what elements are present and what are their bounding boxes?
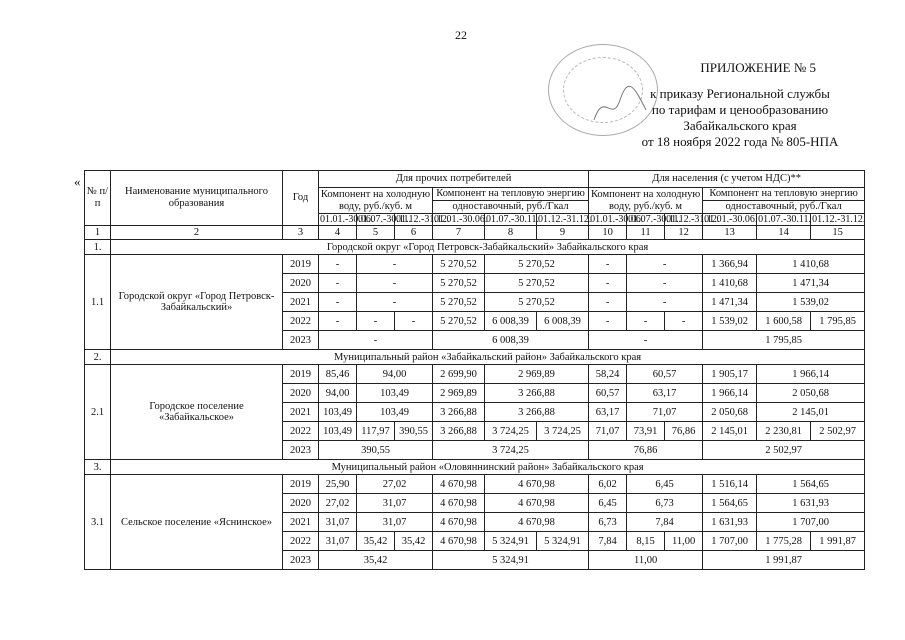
- water-value: -: [319, 255, 357, 274]
- pop-water-value: -: [627, 293, 703, 312]
- heat-value: 5 270,52: [485, 274, 589, 293]
- appendix-header: [610, 60, 870, 150]
- heat-value: 2 969,89: [485, 365, 589, 384]
- column-number: 2: [111, 226, 283, 240]
- header-line: по тарифам и ценообразованию: [651, 102, 829, 117]
- value-cell: -: [319, 312, 357, 331]
- section-number: 1.: [85, 240, 111, 255]
- heat-value: 3 266,88: [485, 403, 589, 422]
- value-cell: 8,15: [627, 532, 665, 551]
- heat-value: 3 266,88: [433, 403, 485, 422]
- value-cell: 5 324,91: [485, 532, 537, 551]
- value-cell: 3 724,25: [485, 422, 537, 441]
- subsection-number: 2.1: [85, 365, 111, 460]
- pop-water-value: -: [627, 255, 703, 274]
- year-cell: 2021: [283, 513, 319, 532]
- pop-water-value: -: [589, 255, 627, 274]
- value-cell: -: [357, 312, 395, 331]
- column-number: 6: [395, 226, 433, 240]
- value-cell: 5 324,91: [537, 532, 589, 551]
- column-number: 8: [485, 226, 537, 240]
- appendix-title: ПРИЛОЖЕНИЕ № 5: [700, 60, 816, 75]
- heat-value: 3 724,25: [433, 441, 589, 460]
- heat-value: 2 699,90: [433, 365, 485, 384]
- heat-value: 5 270,52: [433, 255, 485, 274]
- pop-water-value: 63,17: [627, 384, 703, 403]
- value-cell: 1 539,02: [703, 312, 757, 331]
- pop-heat-value: 1 966,14: [703, 384, 757, 403]
- pop-water-value: 6,45: [627, 475, 703, 494]
- pop-heat-value: 1 539,02: [757, 293, 865, 312]
- value-cell: 35,42: [357, 532, 395, 551]
- water-value: -: [319, 293, 357, 312]
- column-number: 11: [627, 226, 665, 240]
- column-number: 7: [433, 226, 485, 240]
- pop-water-value: 71,07: [627, 403, 703, 422]
- table-row: [85, 365, 865, 384]
- header-heat-component: Компонент на тепловую энергию: [433, 188, 589, 201]
- value-cell: 3 266,88: [433, 422, 485, 441]
- heat-value: 4 670,98: [485, 513, 589, 532]
- water-value: -: [357, 293, 433, 312]
- heat-value: 5 270,52: [433, 274, 485, 293]
- water-value: 390,55: [319, 441, 433, 460]
- water-value: 31,07: [357, 513, 433, 532]
- header-name: Наименование муниципального образования: [111, 171, 283, 226]
- pop-heat-value: 2 145,01: [757, 403, 865, 422]
- value-cell: 71,07: [589, 422, 627, 441]
- water-value: -: [319, 274, 357, 293]
- pop-heat-value: 2 050,68: [703, 403, 757, 422]
- year-cell: 2022: [283, 532, 319, 551]
- pop-heat-value: 1 564,65: [703, 494, 757, 513]
- column-number: 4: [319, 226, 357, 240]
- water-value: 31,07: [357, 494, 433, 513]
- year-cell: 2022: [283, 422, 319, 441]
- value-cell: 1 707,00: [703, 532, 757, 551]
- pop-heat-value: 1 564,65: [757, 475, 865, 494]
- section-number: 3.: [85, 460, 111, 475]
- header-heat-rate: одноставочный, руб./Гкал: [433, 201, 589, 214]
- section-row: [85, 350, 865, 365]
- period-cell: 01.07.-30.11.: [358, 214, 411, 225]
- header-water-component: Компонент на холодную воду, руб./куб. м: [319, 188, 433, 214]
- value-cell: 1 775,28: [757, 532, 811, 551]
- water-value: 31,07: [319, 513, 357, 532]
- period-cell: 01.12.-31.12.: [812, 214, 866, 225]
- value-cell: 2 502,97: [811, 422, 865, 441]
- water-value: 103,49: [357, 384, 433, 403]
- header-other-consumers: Для прочих потребителей: [319, 171, 589, 188]
- value-cell: 1 991,87: [811, 532, 865, 551]
- heat-value: 5 270,52: [433, 293, 485, 312]
- pop-heat-value: 1 471,34: [757, 274, 865, 293]
- water-value: 103,49: [319, 403, 357, 422]
- pop-water-value: 6,45: [589, 494, 627, 513]
- pop-water-value: -: [627, 274, 703, 293]
- pop-water-value: 76,86: [589, 441, 703, 460]
- value-cell: -: [589, 312, 627, 331]
- pop-heat-value: 1 991,87: [703, 551, 865, 570]
- year-cell: 2023: [283, 441, 319, 460]
- pop-heat-value: 1 631,93: [757, 494, 865, 513]
- value-cell: 2 230,81: [757, 422, 811, 441]
- heat-value: 6 008,39: [433, 331, 589, 350]
- tariff-table: [84, 170, 865, 570]
- pop-water-value: -: [589, 274, 627, 293]
- value-cell: -: [395, 312, 433, 331]
- pop-water-value: 60,57: [589, 384, 627, 403]
- water-value: 27,02: [357, 475, 433, 494]
- value-cell: 31,07: [319, 532, 357, 551]
- table-row: [85, 255, 865, 274]
- year-cell: 2020: [283, 274, 319, 293]
- header-heat-component-pop: Компонент на тепловую энергию: [703, 188, 865, 201]
- year-cell: 2021: [283, 403, 319, 422]
- pop-heat-value: 1 410,68: [703, 274, 757, 293]
- value-cell: -: [665, 312, 703, 331]
- pop-water-value: 58,24: [589, 365, 627, 384]
- value-cell: 6 008,39: [537, 312, 589, 331]
- heat-value: 4 670,98: [485, 494, 589, 513]
- header-line: Забайкальского края: [683, 118, 797, 133]
- year-cell: 2021: [283, 293, 319, 312]
- section-row: [85, 460, 865, 475]
- value-cell: 6 008,39: [485, 312, 537, 331]
- municipality-name: Городское поселение «Забайкальское»: [111, 365, 283, 460]
- water-value: 27,02: [319, 494, 357, 513]
- heat-value: 4 670,98: [433, 494, 485, 513]
- value-cell: 103,49: [319, 422, 357, 441]
- pop-heat-value: 1 905,17: [703, 365, 757, 384]
- period-cell: 01.07.-30.11.: [758, 214, 812, 225]
- water-value: 94,00: [319, 384, 357, 403]
- heat-value: 4 670,98: [433, 513, 485, 532]
- year-cell: 2020: [283, 384, 319, 403]
- pop-water-value: 6,02: [589, 475, 627, 494]
- pop-heat-value: 1 516,14: [703, 475, 757, 494]
- value-cell: 11,00: [665, 532, 703, 551]
- year-cell: 2023: [283, 551, 319, 570]
- pop-heat-value: 2 050,68: [757, 384, 865, 403]
- pop-heat-value: 1 966,14: [757, 365, 865, 384]
- section-title: Муниципальный район «Оловяннинский район» Забайкальского края: [111, 460, 865, 475]
- section-title: Городской округ «Город Петровск-Забайкальский» Забайкальского края: [111, 240, 865, 255]
- pop-heat-value: 1 410,68: [757, 255, 865, 274]
- year-cell: 2020: [283, 494, 319, 513]
- period-cell: 01.12.-31.12.: [538, 214, 592, 225]
- column-number: 10: [589, 226, 627, 240]
- page-number: 22: [455, 28, 467, 42]
- water-value: -: [319, 331, 433, 350]
- pop-heat-value: 1 366,94: [703, 255, 757, 274]
- pop-heat-value: 2 502,97: [703, 441, 865, 460]
- heat-value: 5 270,52: [485, 293, 589, 312]
- header-population: Для населения (с учетом НДС)**: [589, 171, 865, 188]
- value-cell: 5 270,52: [433, 312, 485, 331]
- municipality-name: Городской округ «Город Петровск-Забайкальский»: [111, 255, 283, 350]
- value-cell: -: [627, 312, 665, 331]
- column-number: 14: [757, 226, 811, 240]
- period-cell: 01.01.-30.06.: [704, 214, 758, 225]
- year-cell: 2023: [283, 331, 319, 350]
- value-cell: 2 145,01: [703, 422, 757, 441]
- table-row: [85, 475, 865, 494]
- column-number: 5: [357, 226, 395, 240]
- year-cell: 2019: [283, 365, 319, 384]
- year-cell: 2022: [283, 312, 319, 331]
- header-year: Год: [283, 171, 319, 226]
- value-cell: 4 670,98: [433, 532, 485, 551]
- value-cell: 76,86: [665, 422, 703, 441]
- column-number: 9: [537, 226, 589, 240]
- pop-heat-value: 1 707,00: [757, 513, 865, 532]
- period-cell: 01.01.-30.06.: [320, 214, 374, 225]
- water-value: 85,46: [319, 365, 357, 384]
- value-cell: 73,91: [627, 422, 665, 441]
- opening-quote: «: [74, 174, 81, 189]
- period-cell: 01.07.-30.11.: [486, 214, 539, 225]
- water-value: 94,00: [357, 365, 433, 384]
- period-cell: 01.01.-30.06.: [434, 214, 488, 225]
- water-value: -: [357, 255, 433, 274]
- column-number: 1: [85, 226, 111, 240]
- column-number: 13: [703, 226, 757, 240]
- heat-value: 2 969,89: [433, 384, 485, 403]
- section-row: [85, 240, 865, 255]
- year-cell: 2019: [283, 255, 319, 274]
- header-num: № п/п: [85, 171, 111, 226]
- pop-heat-value: 1 631,93: [703, 513, 757, 532]
- value-cell: 7,84: [589, 532, 627, 551]
- pop-heat-value: 1 795,85: [703, 331, 865, 350]
- heat-value: 5 324,91: [433, 551, 589, 570]
- value-cell: 1 795,85: [811, 312, 865, 331]
- header-line: к приказу Региональной службы: [650, 86, 830, 101]
- pop-water-value: 60,57: [627, 365, 703, 384]
- pop-water-value: 7,84: [627, 513, 703, 532]
- pop-water-value: -: [589, 331, 703, 350]
- period-cell: 01.07.-30.11.: [628, 214, 682, 225]
- header-line: от 18 ноября 2022 года № 805-НПА: [641, 134, 839, 149]
- pop-water-value: 6,73: [627, 494, 703, 513]
- section-title: Муниципальный район «Забайкальский район» Забайкальского края: [111, 350, 865, 365]
- period-cell: 01.12.-31.12.: [666, 214, 720, 225]
- value-cell: 1 600,58: [757, 312, 811, 331]
- subsection-number: 1.1: [85, 255, 111, 350]
- year-cell: 2019: [283, 475, 319, 494]
- pop-water-value: 63,17: [589, 403, 627, 422]
- water-value: 25,90: [319, 475, 357, 494]
- value-cell: 35,42: [395, 532, 433, 551]
- column-number: 12: [665, 226, 703, 240]
- water-value: -: [357, 274, 433, 293]
- value-cell: 3 724,25: [537, 422, 589, 441]
- period-cell: 01.01.-30.06.: [590, 214, 644, 225]
- header-heat-rate-pop: одноставочный, руб./Гкал: [703, 201, 865, 214]
- column-number: 15: [811, 226, 865, 240]
- pop-heat-value: 1 471,34: [703, 293, 757, 312]
- municipality-name: Сельское поселение «Яснинское»: [111, 475, 283, 570]
- heat-value: 3 266,88: [485, 384, 589, 403]
- pop-water-value: 6,73: [589, 513, 627, 532]
- pop-water-value: 11,00: [589, 551, 703, 570]
- section-number: 2.: [85, 350, 111, 365]
- water-value: 103,49: [357, 403, 433, 422]
- subsection-number: 3.1: [85, 475, 111, 570]
- heat-value: 4 670,98: [433, 475, 485, 494]
- header-water-component-pop: Компонент на холодную воду, руб./куб. м: [589, 188, 703, 214]
- column-number: 3: [283, 226, 319, 240]
- period-cell: 01.12.-31.12.: [396, 214, 450, 225]
- water-value: 35,42: [319, 551, 433, 570]
- heat-value: 4 670,98: [485, 475, 589, 494]
- value-cell: 390,55: [395, 422, 433, 441]
- pop-water-value: -: [589, 293, 627, 312]
- heat-value: 5 270,52: [485, 255, 589, 274]
- value-cell: 117,97: [357, 422, 395, 441]
